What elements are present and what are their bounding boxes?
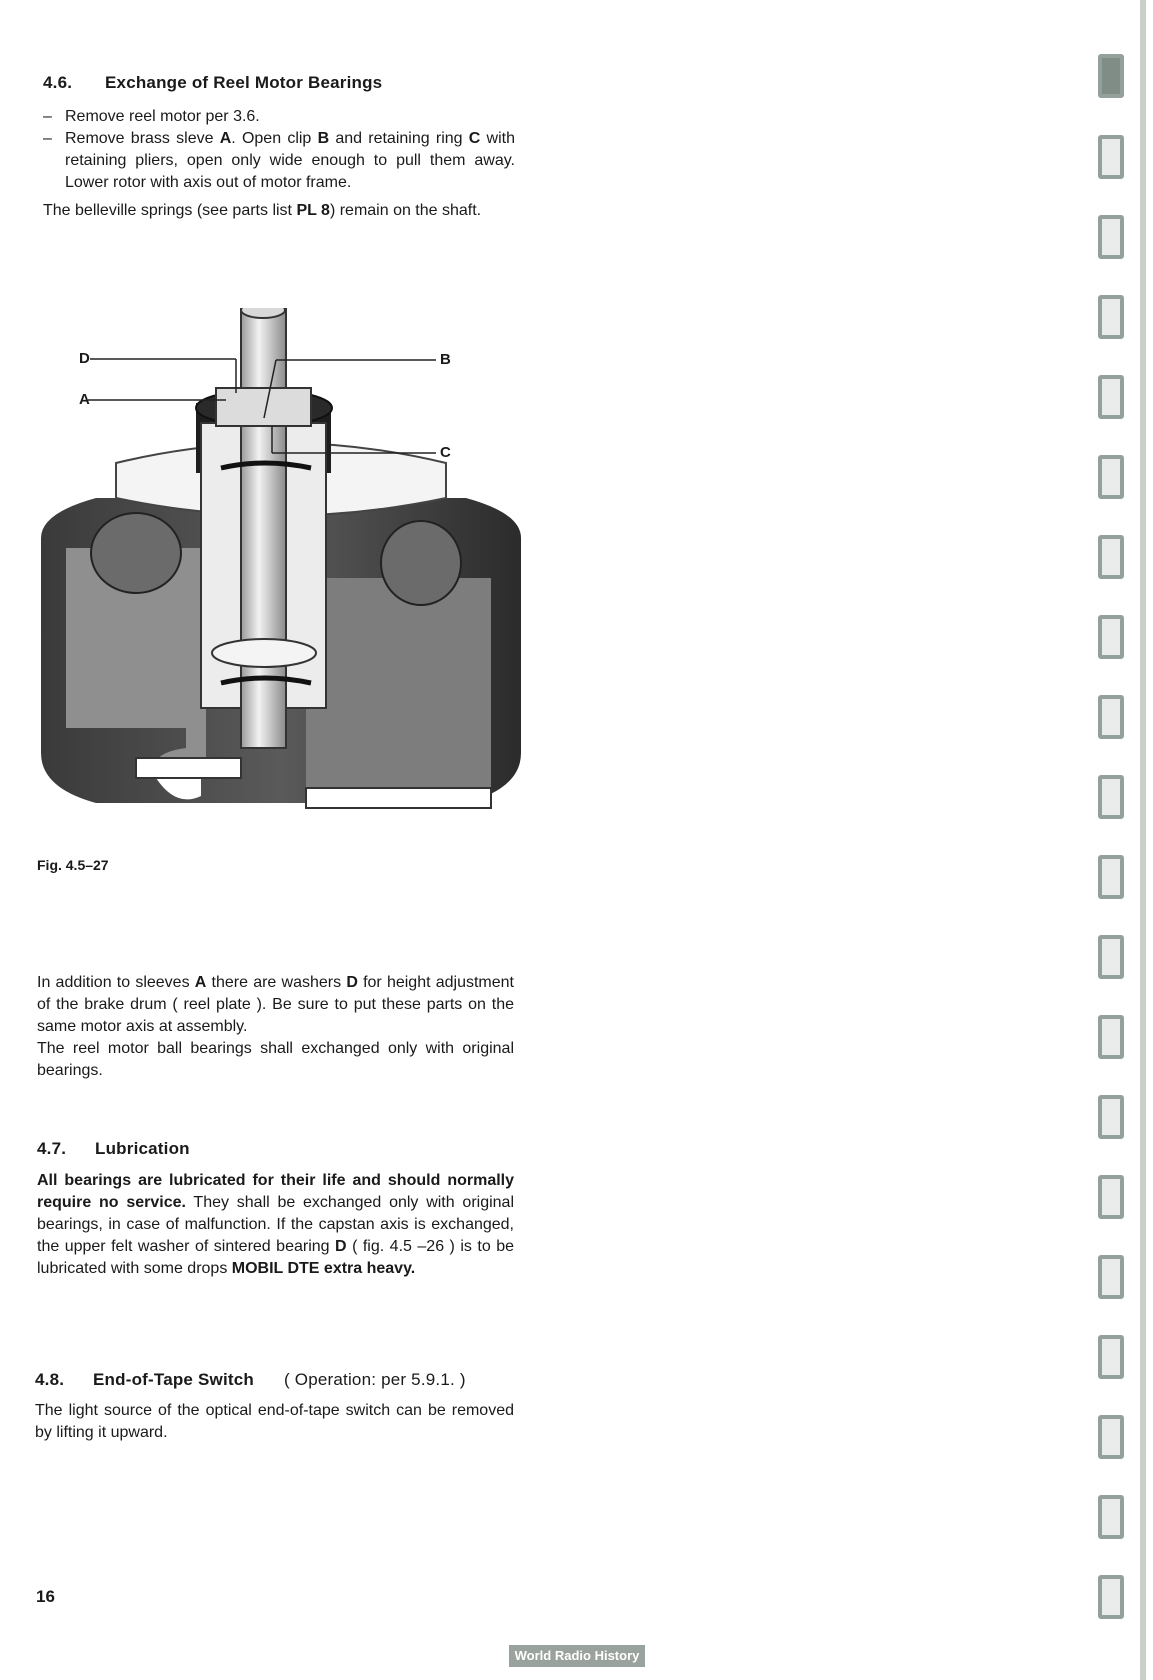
callout-c: C xyxy=(440,444,451,461)
callout-b: B xyxy=(440,351,451,368)
step-text: Remove reel motor per 3.6. xyxy=(65,108,260,125)
note-text: ) remain on the shaft. xyxy=(329,202,482,219)
edge-tab-marker xyxy=(1098,455,1124,499)
section-title: Lubrication xyxy=(95,1139,190,1158)
edge-tab-marker xyxy=(1098,1575,1124,1619)
addition-paragraph xyxy=(37,972,514,1082)
motor-shaft xyxy=(241,308,286,748)
lower-bearing xyxy=(212,639,316,667)
dash-bullet: – xyxy=(43,130,52,147)
part-label: A xyxy=(219,130,232,147)
coil-winding-left xyxy=(91,513,181,593)
note-paragraph xyxy=(43,200,515,222)
callout-a: A xyxy=(79,391,90,408)
step-item xyxy=(43,106,515,128)
section-4-7-body xyxy=(37,1170,514,1280)
page-number: 16 xyxy=(36,1587,55,1606)
edge-tab-marker xyxy=(1098,135,1124,179)
step-item xyxy=(43,128,515,194)
stator-cutaway-right xyxy=(306,578,491,788)
part-label: A xyxy=(194,974,207,991)
paragraph-text: In addition to sleeves xyxy=(37,974,195,991)
part-label: D xyxy=(346,974,358,991)
edge-tab-strip xyxy=(1098,0,1153,1680)
step-text: and retaining ring xyxy=(329,130,469,147)
edge-tab-marker xyxy=(1098,775,1124,819)
watermark: World Radio History xyxy=(509,1645,645,1667)
lower-rim-right xyxy=(306,788,491,808)
section-4-8-heading xyxy=(35,1370,466,1390)
step-text: Remove brass sleve xyxy=(65,130,220,147)
lubricant-name: MOBIL DTE extra heavy. xyxy=(231,1260,416,1277)
reel-motor-cutaway-figure xyxy=(36,308,526,868)
part-label: D xyxy=(335,1238,347,1255)
section-number: 4.8. xyxy=(35,1370,65,1389)
parts-list-ref: PL 8 xyxy=(296,202,330,219)
edge-tab-marker xyxy=(1098,1495,1124,1539)
note-text: The belleville springs (see parts list xyxy=(43,202,297,219)
edge-tab-marker xyxy=(1098,535,1124,579)
edge-line xyxy=(1140,0,1146,1680)
edge-tab-marker xyxy=(1098,1175,1124,1219)
bold-statement: All bearings are lubricated for their life and should normally require no service. xyxy=(37,1172,514,1211)
edge-tab-marker xyxy=(1098,1335,1124,1379)
edge-tab-marker xyxy=(1098,695,1124,739)
paragraph-text: They shall be exchanged only with original bearings, in case of malfunction. If the capstan axis is exchanged, the upper felt washer of sintered bearing xyxy=(37,1194,515,1255)
figure-caption: Fig. 4.5–27 xyxy=(37,857,109,873)
brass-sleeve xyxy=(216,388,311,426)
part-label: C xyxy=(468,130,481,147)
dash-bullet: – xyxy=(43,108,52,125)
part-label: B xyxy=(317,130,330,147)
edge-tab-marker xyxy=(1098,1095,1124,1139)
paragraph xyxy=(37,972,514,1038)
section-number: 4.7. xyxy=(37,1139,67,1158)
coil-winding-right xyxy=(381,521,461,605)
edge-tab-marker xyxy=(1098,295,1124,339)
edge-tab-marker xyxy=(1098,615,1124,659)
paragraph-text: ( fig. 4.5 –26 ) is to be lubricated with some drops xyxy=(37,1238,514,1277)
edge-tab-marker xyxy=(1098,855,1124,899)
section-title: Exchange of Reel Motor Bearings xyxy=(105,73,383,92)
section-4-8-body: The light source of the optical end-of-tape switch can be removed by lifting it upward. xyxy=(35,1402,514,1441)
section-number: 4.6. xyxy=(43,73,73,92)
edge-tab-marker xyxy=(1098,375,1124,419)
step-text: . Open clip xyxy=(231,130,318,147)
paragraph: The reel motor ball bearings shall exchanged only with original bearings. xyxy=(37,1040,514,1079)
section-4-6-heading xyxy=(43,73,382,93)
section-4-6-steps xyxy=(43,106,515,222)
paragraph xyxy=(37,1170,514,1280)
edge-tab-marker xyxy=(1098,1255,1124,1299)
edge-tab-marker xyxy=(1098,1415,1124,1459)
section-4-7-heading xyxy=(37,1139,190,1159)
step-text: with retaining pliers, open only wide enough to pull them away. Lower rotor with axis out of motor frame. xyxy=(65,130,516,191)
edge-tab-marker xyxy=(1098,935,1124,979)
edge-tab-marker xyxy=(1098,1015,1124,1059)
paragraph-text: for height adjustment of the brake drum ( reel plate ). Be sure to put these parts on the same motor axis at assembly. xyxy=(37,974,515,1035)
edge-tab-marker xyxy=(1098,215,1124,259)
operation-reference: ( Operation: per 5.9.1. ) xyxy=(284,1370,466,1389)
shaft-top xyxy=(241,308,285,318)
paragraph-text: there are washers xyxy=(206,974,347,991)
edge-tab-marker xyxy=(1098,54,1124,98)
section-title: End-of-Tape Switch xyxy=(93,1370,254,1389)
callout-d: D xyxy=(79,350,90,367)
lower-rim-left xyxy=(136,758,241,778)
